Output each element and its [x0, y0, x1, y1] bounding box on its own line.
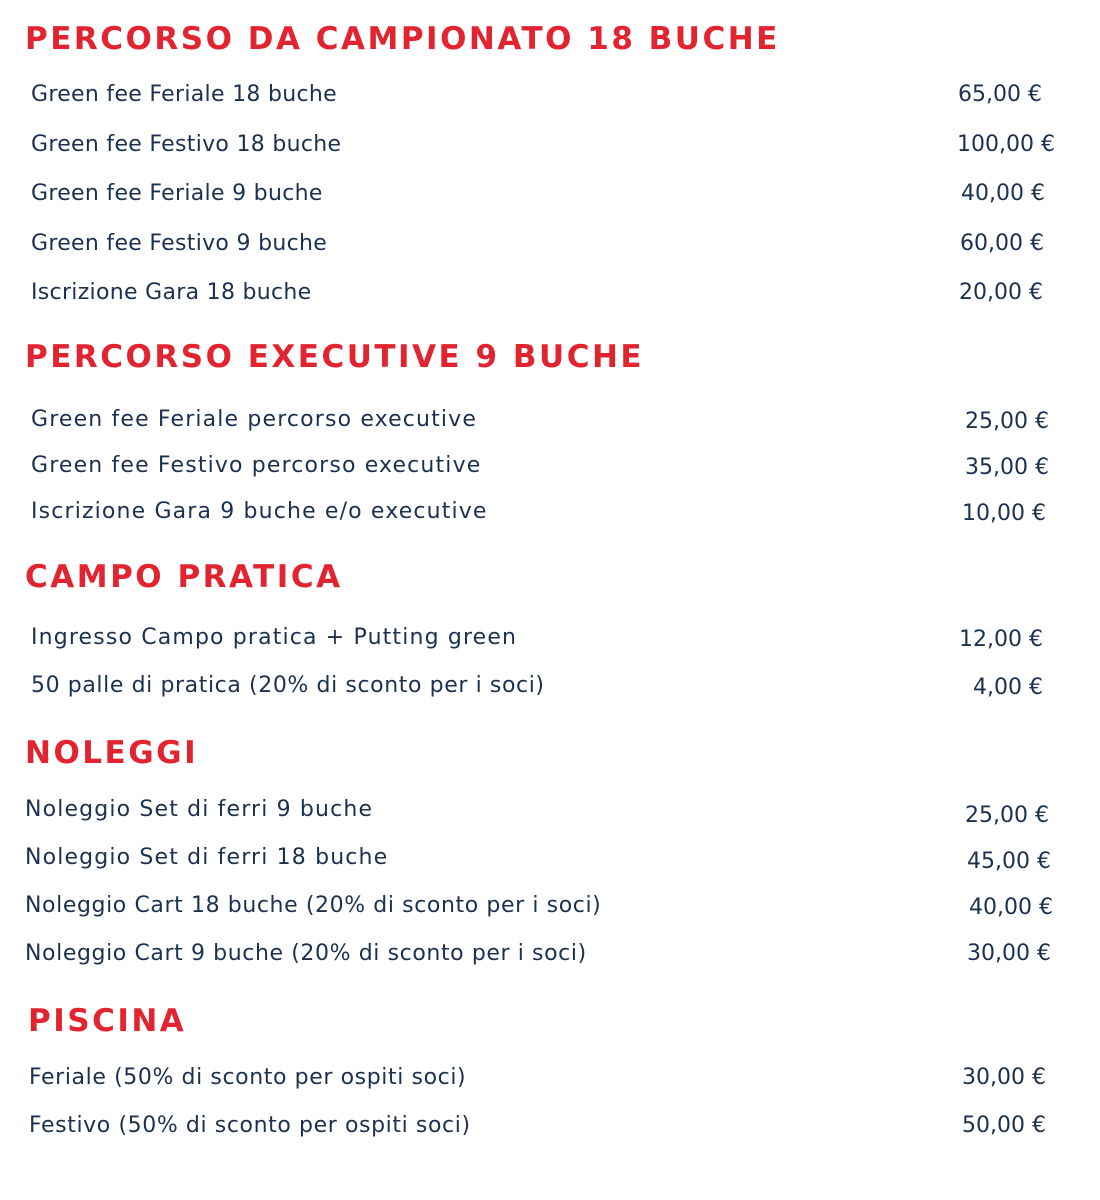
price-item-label: Noleggio Cart 9 buche (20% di sconto per i soci)	[25, 941, 587, 966]
price-item-label: Green fee Festivo 9 buche	[31, 231, 328, 256]
price-item-label: Green fee Festivo 18 buche	[31, 132, 342, 157]
price-item-label: Green fee Festivo percorso executive	[31, 453, 482, 478]
price-item-value: 35,00 €	[965, 455, 1049, 480]
section-title-campo-pratica: CAMPO PRATICA	[25, 559, 343, 595]
price-item-value: 60,00 €	[960, 231, 1044, 256]
price-item-value: 25,00 €	[965, 409, 1049, 434]
price-item-label: Green fee Feriale 9 buche	[31, 181, 323, 206]
price-item-label: Festivo (50% di sconto per ospiti soci)	[29, 1113, 471, 1138]
price-item-value: 4,00 €	[973, 675, 1043, 700]
price-item-value: 30,00 €	[967, 941, 1051, 966]
price-item-value: 20,00 €	[959, 280, 1043, 305]
price-item-label: Green fee Feriale 18 buche	[31, 82, 337, 107]
price-item-label: Ingresso Campo pratica + Putting green	[31, 625, 518, 650]
price-item-value: 12,00 €	[959, 627, 1043, 652]
price-item-label: Noleggio Cart 18 buche (20% di sconto per i soci)	[25, 893, 602, 918]
price-item-value: 30,00 €	[962, 1065, 1046, 1090]
section-title-piscina: PISCINA	[28, 1003, 187, 1039]
price-item-label: 50 palle di pratica (20% di sconto per i soci)	[31, 673, 545, 698]
price-item-value: 25,00 €	[965, 803, 1049, 828]
price-item-value: 100,00 €	[957, 132, 1055, 157]
price-item-value: 50,00 €	[962, 1113, 1046, 1138]
section-title-percorso-executive: PERCORSO EXECUTIVE 9 BUCHE	[25, 339, 645, 375]
price-item-value: 10,00 €	[962, 501, 1046, 526]
price-item-value: 65,00 €	[958, 82, 1042, 107]
price-item-label: Iscrizione Gara 9 buche e/o executive	[31, 499, 488, 524]
price-item-label: Noleggio Set di ferri 9 buche	[25, 797, 374, 822]
price-item-label: Iscrizione Gara 18 buche	[31, 280, 312, 305]
price-item-value: 45,00 €	[967, 849, 1051, 874]
price-item-label: Green fee Feriale percorso executive	[31, 407, 478, 432]
section-title-percorso-campionato: PERCORSO DA CAMPIONATO 18 BUCHE	[25, 21, 780, 57]
price-item-value: 40,00 €	[969, 895, 1053, 920]
price-item-label: Noleggio Set di ferri 18 buche	[25, 845, 389, 870]
section-title-noleggi: NOLEGGI	[25, 735, 199, 771]
price-item-value: 40,00 €	[961, 181, 1045, 206]
price-item-label: Feriale (50% di sconto per ospiti soci)	[29, 1065, 467, 1090]
